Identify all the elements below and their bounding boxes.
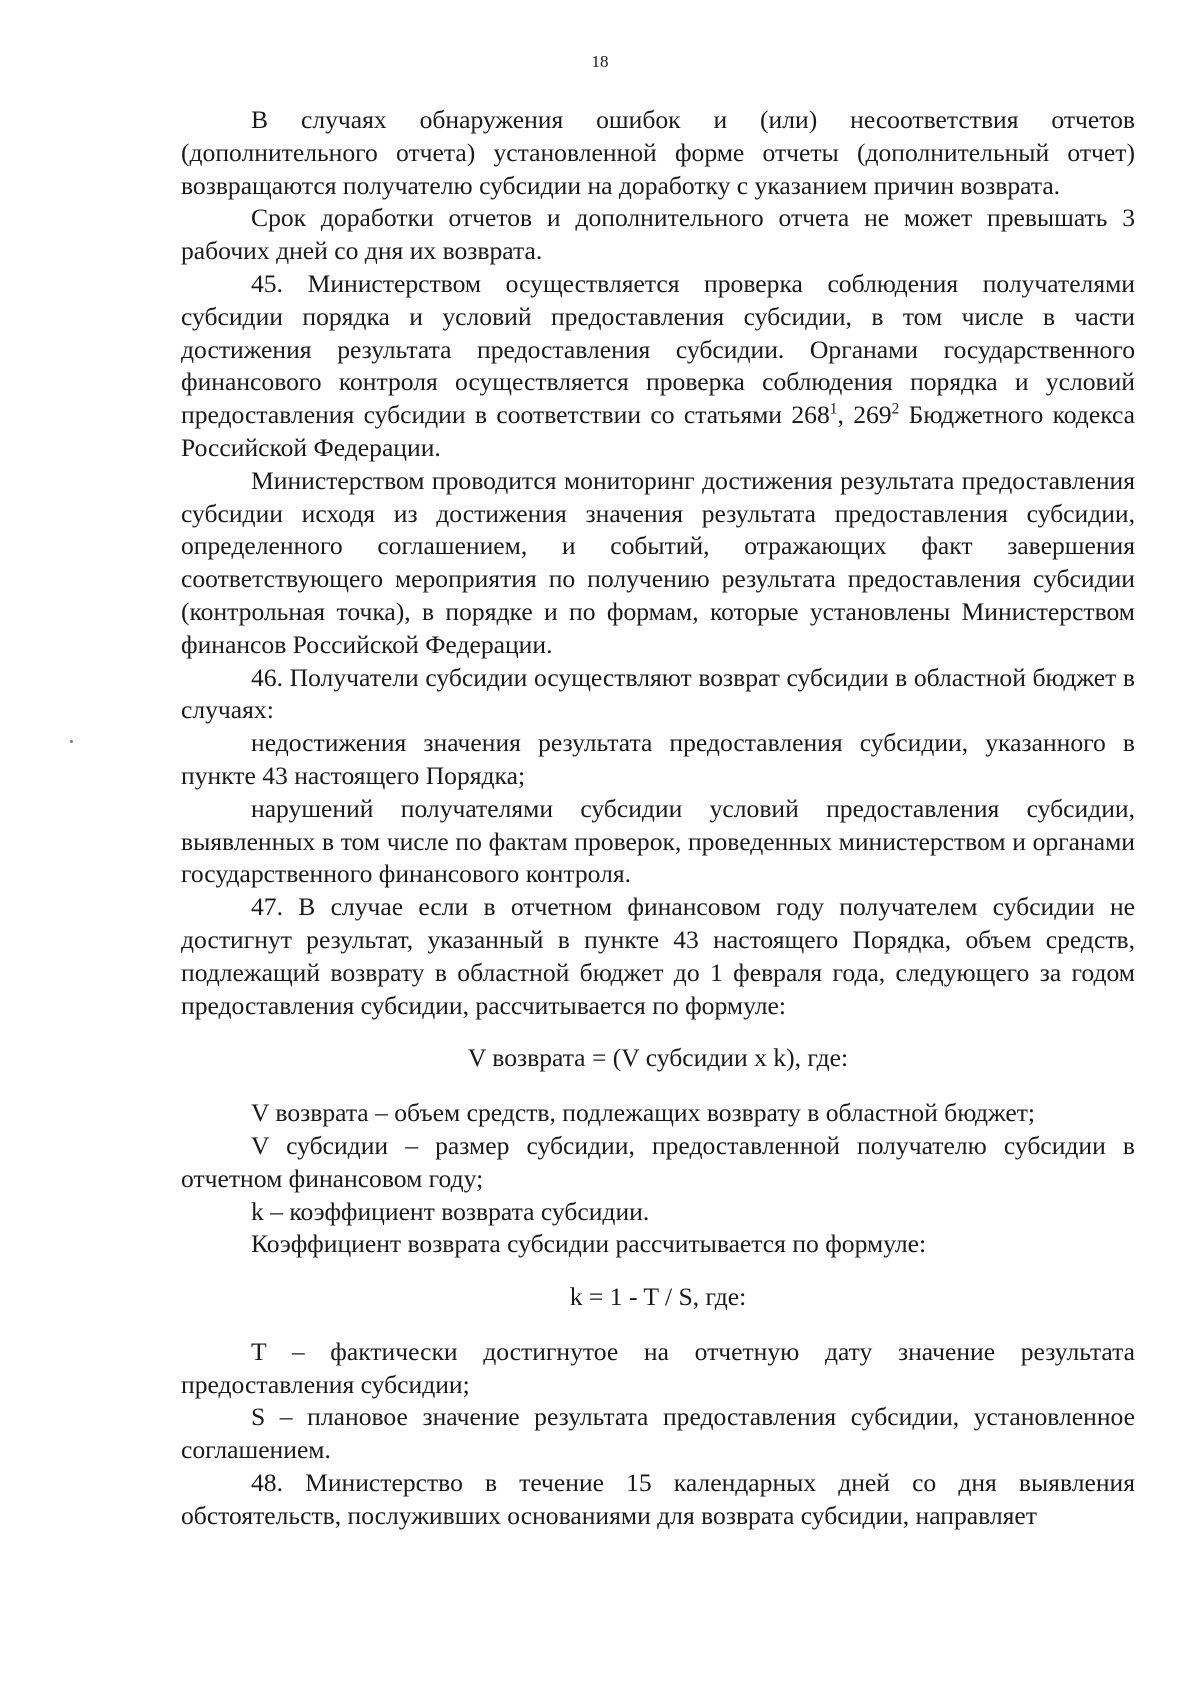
paragraph-46: 46. Получатели субсидии осуществляют возврат субсидии в областной бюджет в случаях: [181, 662, 1135, 725]
definition-k: k – коэффициент возврата субсидии. [251, 1196, 650, 1226]
paragraph-45-text-b: , 269 [837, 400, 892, 430]
paragraph-46-case-1: недостижения значения результата предоставления субсидии, указанного в пункте 43 настоящего Порядка; [181, 728, 1135, 790]
paragraph-45 [181, 268, 1135, 465]
paragraph-monitoring: Министерством проводится мониторинг достижения результата предоставления субсидии исходя из достижения значения результата предоставления субсидии, определенного соглашением, и событий, отражающих факт завершения соответствующего мероприятия по получению результата предоставления субсидии (контрольная точка), в порядке и по формам, которые установлены Министерством финансов Российской Федерации. [181, 465, 1135, 659]
definition-s: S – плановое значение результата предоставления субсидии, установленное соглашением. [181, 1402, 1135, 1465]
formula-return-volume: V возврата = (V субсидии x k), где: [467, 1043, 849, 1073]
document-body [181, 104, 1135, 1533]
definition-t: T – фактически достигнутое на отчетную дату значение результата предоставления субсидии; [181, 1336, 1135, 1399]
formula-coefficient: k = 1 - T / S, где: [569, 1282, 747, 1312]
paragraph-revision-period: Срок доработки отчетов и дополнительного отчета не может превышать 3 рабочих дней со дня их возврата. [181, 203, 1135, 266]
paragraph-48: 48. Министерство в течение 15 календарных дней со дня выявления обстоятельств, послуживших основаниями для возврата субсидии, направляет [181, 1468, 1135, 1530]
paragraph-errors-return: В случаях обнаружения ошибок и (или) несоответствия отчетов (дополнительного отчета) установленной форме отчеты (дополнительный отчет) возвращаются получателю субсидии на доработку с указанием причин возврата. [181, 105, 1135, 200]
paragraph-47: 47. В случае если в отчетном финансовом году получателем субсидии не достигнут результат, указанный в пункте 43 настоящего Порядка, объем средств, подлежащий возврату в областной бюджет до 1 февраля года, следующего за годом предоставления субсидии, рассчитывается по формуле: [181, 892, 1135, 1020]
scan-speck [70, 740, 73, 743]
paragraph-coefficient-intro: Коэффициент возврата субсидии рассчитывается по формуле: [251, 1229, 927, 1259]
footnote-mark-1: 1 [829, 400, 838, 418]
footnote-mark-2: 2 [891, 400, 900, 418]
page-number: 18 [591, 52, 609, 71]
paragraph-46-case-2: нарушений получателями субсидии условий предоставления субсидии, выявленных в том числе по фактам проверок, проведенных министерством и органами государственного финансового контроля. [181, 793, 1135, 889]
paragraph-45-text-a: 45. Министерством осуществляется проверка соблюдения получателями субсидии порядка и условий предоставления субсидии, в том числе в части достижения результата предоставления субсидии. Органами государственного финансового контроля осуществляется проверка соблюдения порядка и условий предоставления субсидии в соответствии со статьями 268 [181, 268, 1135, 430]
definition-v-return: V возврата – объем средств, подлежащих возврату в областной бюджет; [251, 1098, 1036, 1128]
definition-v-subsidy: V субсидии – размер субсидии, предоставленной получателю субсидии в отчетном финансовом году; [181, 1130, 1135, 1193]
paragraph-45-text-c: Бюджетного кодекса Российской Федерации. [181, 400, 1136, 462]
